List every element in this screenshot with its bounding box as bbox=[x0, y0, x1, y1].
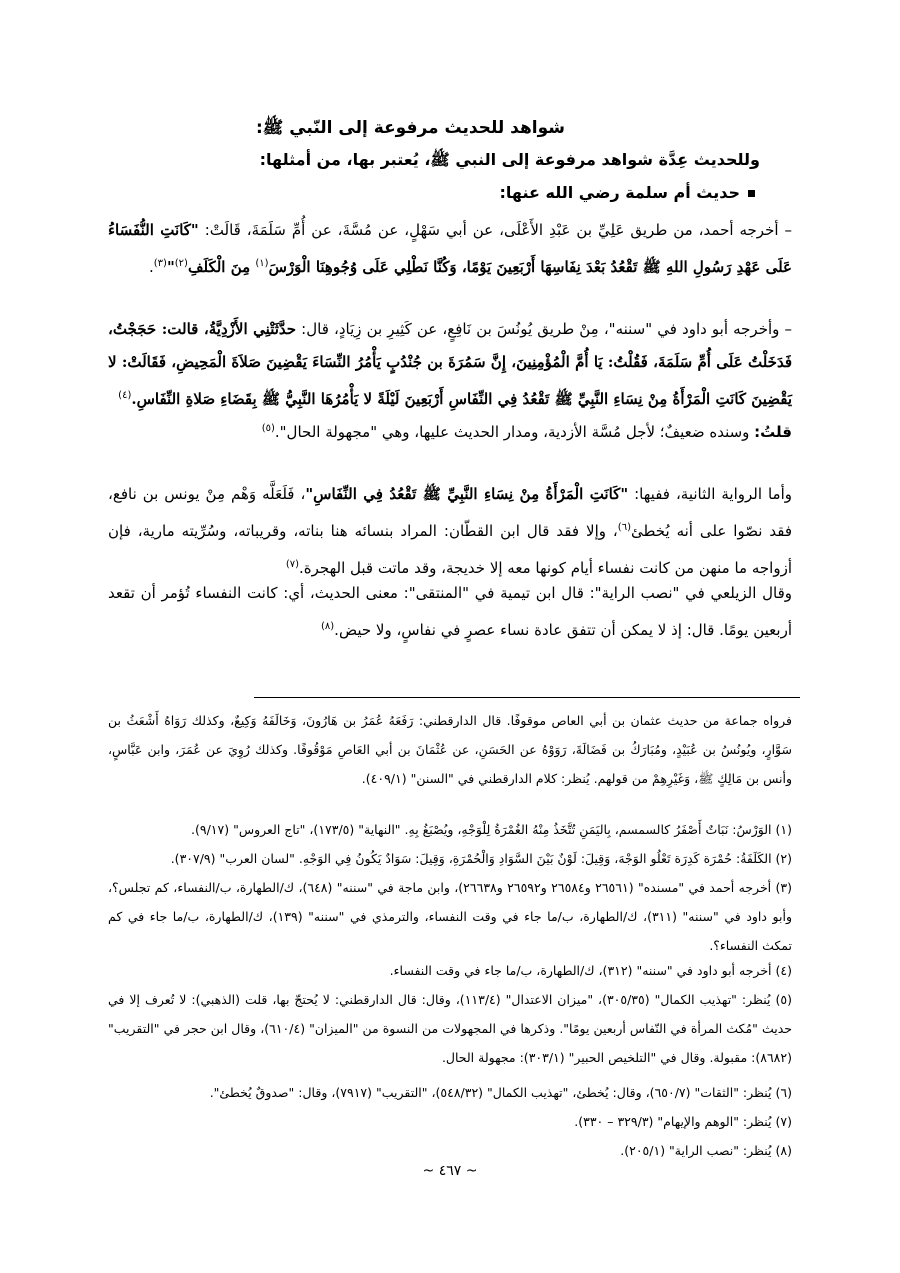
bullet-text: حديث أم سلمة رضي الله عنها: bbox=[499, 183, 740, 202]
paragraph-zaylai bbox=[108, 577, 792, 647]
paragraph-lead: وأما الرواية الثانية، ففيها: bbox=[628, 485, 792, 503]
paragraph-second-narration bbox=[108, 478, 792, 585]
footnote-3: (٣) أخرجه أحمد في "مسنده" (٢٦٥٦١ و٢٦٥٨٤ و٢٦٥٩٢ و٢٦٦٣٨)، وابن ماجة في "سننه" (٦٤٨)، ك/الطهارة، ب/النفساء، كم تجلس؟، وأبو داود في "سننه" (٣١١)، ك/الطهارة، ب/ما جاء في وقت النفساء، والترمذي في "سننه" (١٣٩)، ك/الطهارة، ب/ما جاء في كم تمكث النفساء؟. bbox=[108, 880, 792, 953]
footnote-ref[interactable]: (٧) bbox=[285, 559, 299, 570]
square-bullet-icon bbox=[748, 190, 755, 197]
bullet-item bbox=[500, 183, 756, 202]
footnote-ref[interactable]: (٦) bbox=[617, 522, 631, 533]
footnote-ref[interactable]: (٤) bbox=[118, 390, 132, 401]
verdict-label: قلتُ: bbox=[754, 423, 792, 441]
verdict-text: وسنده ضعيفٌ؛ لأجل مُسَّة الأزدية، ومدار الحديث عليها، وهي "مجهولة الحال". bbox=[274, 423, 755, 441]
footnote-ref[interactable]: (١) bbox=[255, 258, 269, 269]
footnote-7: (٧) يُنظر: "الوهم والإيهام" (٣٢٩/٣ – ٣٣٠). bbox=[574, 1114, 792, 1129]
hadith-quote: حدَّثَتْنِي الأَزْدِيَّةُ، قالت: حَجَجْتُ، فَدَخَلْتُ عَلَى أُمِّ سَلَمَةَ، فَقُلْتُ: يَا أُمَّ الْمُؤْمِنِينَ، إِنَّ سَمُرَةَ بن جُنْدُبٍ يَأْمُرُ النِّسَاءَ يَقْضِينَ صَلاَةَ الْمَحِيضِ، فَقَالَتْ: لا يَقْضِينَ كَانَتِ الْمَرْأَةُ مِنْ نِسَاءِ النَّبِيِّ ﷺ تَقْعُدُ فِي النِّفَاسِ أَرْبَعِينَ لَيْلَةً لا يَأْمُرُهَا النَّبِيُّ ﷺ بِقَضَاءِ صَلاةِ النِّفَاسِ. bbox=[108, 320, 792, 408]
footnote-4: (٤) أخرجه أبو داود في "سننه" (٣١٢)، ك/الطهارة، ب/ما جاء في وقت النفساء. bbox=[389, 963, 792, 978]
paragraph-text: ، فَلَعَلَّه وَهْم مِنْ يونس بن نافع، فقد نصّوا على أنه يُخطئ bbox=[108, 485, 792, 540]
footnote-5: (٥) يُنظر: "تهذيب الكمال" (٣٠٥/٣٥)، "ميزان الاعتدال" (١١٣/٤)، وقال: قال الدارقطني: لا يُحتجّ بها، قلت (الذهبي): لا تُعرف إلا في حديث "مُكث المرأة في النّفاس أربعين يومًا". وذكرها في المجهولات من النسوة من "الميزان" (٦١٠/٤)، وقال ابن حجر في "التقريب" (٨٦٨٢): مقبولة. وقال في "التلخيص الحبير" (٣٠٣/١): مجهولة الحال. bbox=[108, 992, 792, 1065]
footnote-6: (٦) يُنظر: "الثقات" (٦٥٠/٧)، وقال: يُخطئ، "تهذيب الكمال" (٥٤٨/٣٢)، "التقريب" (٧٩١٧)، وقال: "صدوقٌ يُخطئ". bbox=[209, 1085, 792, 1100]
paragraph-lead: – وأخرجه أبو داود في "سننه"، مِنْ طريق يُونُسَ بن نَافِعٍ، عن كَثِيرِ بن زِيَادٍ، قال: bbox=[296, 320, 792, 338]
hadith-quote-end: مِنَ الْكَلَفِ bbox=[187, 258, 256, 276]
paragraph-verdict bbox=[108, 412, 792, 449]
page-number: ~ ٤٦٧ ~ bbox=[422, 1163, 478, 1179]
paragraph-text: وقال الزيلعي في "نصب الراية": قال ابن تيمية في "المنتقى": معنى الحديث، أي: كانت النفساء تُؤمر أن تقعد أربعين يومًا. قال: إذ لا يمكن أن تتفق عادة نساء عصرٍ في نفاسٍ، ولا حيض. bbox=[108, 584, 792, 639]
footnote-ref[interactable]: (٣) bbox=[153, 258, 167, 269]
footnote-1: (١) الوَرْسُ: نَبَاتٌ أَصْفَرُ كالسمسم، بِاليَمَنِ تُتَّخَذُ مِنْهُ الغُمْرَةُ لِلْوَجْهِ، ويُصْبَغُ بِهِ. "النهاية" (١٧٣/٥)، "تاج العروس" (٩/١٧). bbox=[191, 822, 792, 837]
intro-line: وللحديث عِدَّة شواهد مرفوعة إلى النبي ﷺ، يُعتبر بها، من أمثلها: bbox=[259, 150, 760, 169]
hadith-quote: "كَانَتِ النُّفَسَاءُ عَلَى عَهْدِ رَسُولِ اللهِ ﷺ تَقْعُدُ بَعْدَ نِفَاسِهَا أَرْبَعِينَ يَوْمًا، وَكُنَّا نَطْلِي عَلَى وُجُوهِنَا الْوَرْسَ bbox=[108, 221, 792, 276]
paragraph-lead: – أخرجه أحمد، من طريق عَلِيِّ بن عَبْدِ الأَعْلَى، عن أبي سَهْلٍ، عن مُسَّةَ، عن أُمِّ سَلَمَةَ، قَالَتْ: bbox=[198, 221, 793, 239]
section-heading: شواهد للحديث مرفوعة إلى النّبي ﷺ: bbox=[255, 118, 565, 138]
footnote-continuation: فرواه جماعة من حديث عثمان بن أبي العاص موقوفًا. قال الدارقطني: رَفَعَهُ عُمَرُ بن هَارُونَ، وَخَالَفَهُ وَكِيعٌ، وكذلك رَوَاهُ أَشْعَثُ بن سَوَّارٍ، ويُونُسُ بن عُبَيْدٍ، ومُبَارَكُ بن فَضَالَةَ، رَوَوْهُ عن الحَسَنِ، عن عُثْمَانَ بن أبي العَاصِ مَوْقُوفًا. وكذلك رُوِيَ عن عُمَرَ، وابن عَبَّاسٍ، وأنس بن مَالِكٍ ﷺ، وَغَيْرِهِمْ من قولهم. يُنظر: كلام الدارقطني في "السنن" (٤٠٩/١). bbox=[108, 713, 792, 786]
paragraph-text: ، وإلا فقد قال ابن القطّان: المراد بنسائه هنا بناته، وقريباته، وسُرِّيته مارية، فإن أزواجه ما منهن من كانت نفساء أيام كونها معه إلا خديجة، وقد ماتت قبل الهجرة. bbox=[108, 522, 792, 577]
footnote-ref[interactable]: (٥) bbox=[261, 423, 275, 434]
hadith-quote: "كَانَتِ الْمَرْأَةُ مِنْ نِسَاءِ النَّبِيِّ ﷺ تَقْعُدُ فِي النِّفَاسِ" bbox=[305, 485, 629, 503]
footnote-ref[interactable]: (٢) bbox=[174, 258, 188, 269]
footnote-ref[interactable]: (٨) bbox=[320, 621, 335, 632]
footnote-divider bbox=[254, 697, 800, 698]
sentence-end: . bbox=[148, 258, 154, 276]
quote-close: " bbox=[166, 258, 175, 276]
paragraph-abu-dawud bbox=[108, 313, 792, 416]
footnote-8: (٨) يُنظر: "نصب الراية" (٢٠٥/١). bbox=[620, 1143, 792, 1158]
paragraph-ahmad bbox=[108, 214, 792, 284]
footnote-2: (٢) الكَلَفَةُ: حُمْرَة كَدِرَة تَعْلُو الوَجْهَ، وَقِيلَ: لَوْنٌ بَيْنَ السَّوَادِ وَالْحُمْرَةِ، وَقِيلَ: سَوَادٌ يَكُونُ فِي الوَجْهِ. "لسان العرب" (٣٠٧/٩). bbox=[170, 851, 792, 866]
